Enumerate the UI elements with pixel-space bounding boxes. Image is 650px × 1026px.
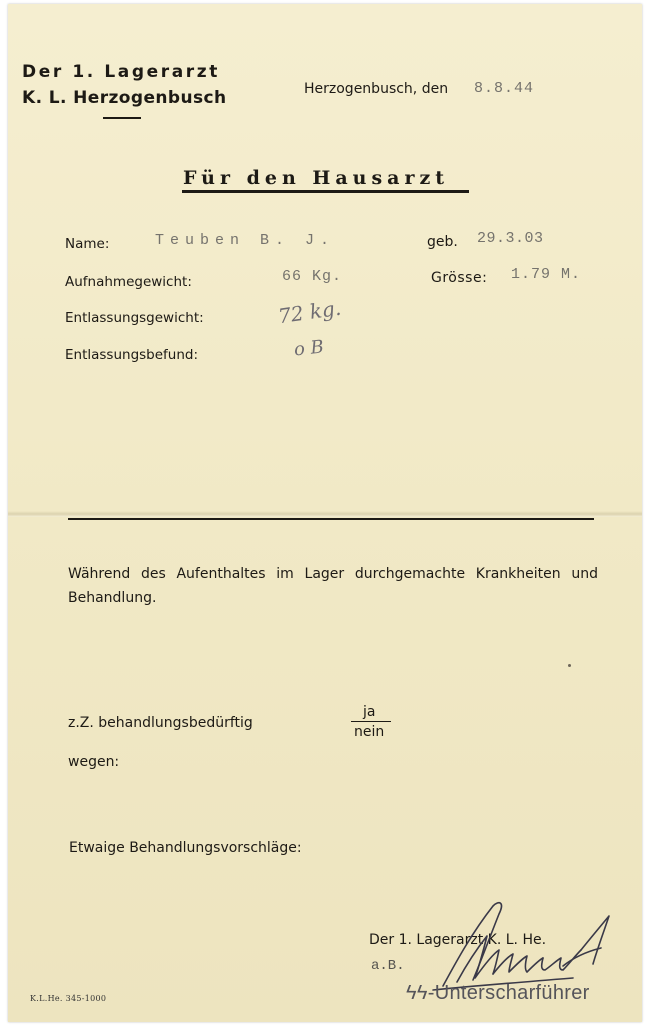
document-page <box>8 4 642 1022</box>
reason-label: wegen: <box>68 754 120 770</box>
issuer-underline <box>103 117 141 119</box>
admission-weight-label: Aufnahmegewicht: <box>65 274 192 290</box>
paper-speck <box>568 664 571 667</box>
birthdate-value: 29.3.03 <box>477 230 544 247</box>
issuer-line-1: Der 1. Lagerarzt <box>22 62 221 82</box>
on-behalf-abbrev: a.B. <box>371 958 405 974</box>
document-title: Für den Hausarzt <box>183 167 450 189</box>
birthdate-label: geb. <box>427 234 458 250</box>
date-value: 8.8.44 <box>474 80 535 97</box>
discharge-findings-value: o B <box>292 336 325 361</box>
option-ja: ja <box>363 704 376 720</box>
discharge-findings-label: Entlassungsbefund: <box>65 347 199 363</box>
paper-fold <box>8 511 642 517</box>
name-label: Name: <box>65 236 110 252</box>
illness-paragraph: Während des Aufenthaltes im Lager durchgemachte Krankheiten und Behandlung. <box>68 566 598 606</box>
ja-nein-divider <box>351 721 391 722</box>
admission-weight-value: 66 Kg. <box>282 268 343 285</box>
issuer-line-2: K. L. Herzogenbusch <box>22 88 227 108</box>
section-divider <box>68 518 594 520</box>
discharge-weight-value: 72 kg. <box>276 295 343 329</box>
treatment-needed-label: z.Z. behandlungsbedürftig <box>68 715 253 731</box>
name-value: Teuben B. J. <box>155 232 336 249</box>
place-date-label: Herzogenbusch, den <box>304 81 449 97</box>
signatory-rank: ϟϟ-Unterscharführer <box>406 982 590 1004</box>
handwritten-signature <box>413 894 623 994</box>
height-label: Grösse: <box>431 270 488 286</box>
discharge-weight-label: Entlassungsgewicht: <box>65 310 204 326</box>
treatment-suggestions-label: Etwaige Behandlungsvorschläge: <box>69 840 302 856</box>
title-underline <box>182 190 469 193</box>
form-number: K.L.He. 345-1000 <box>30 994 107 1003</box>
option-nein: nein <box>354 724 385 740</box>
height-value: 1.79 M. <box>511 266 582 283</box>
signatory-title: Der 1. Lagerarzt K. L. He. <box>369 932 547 948</box>
